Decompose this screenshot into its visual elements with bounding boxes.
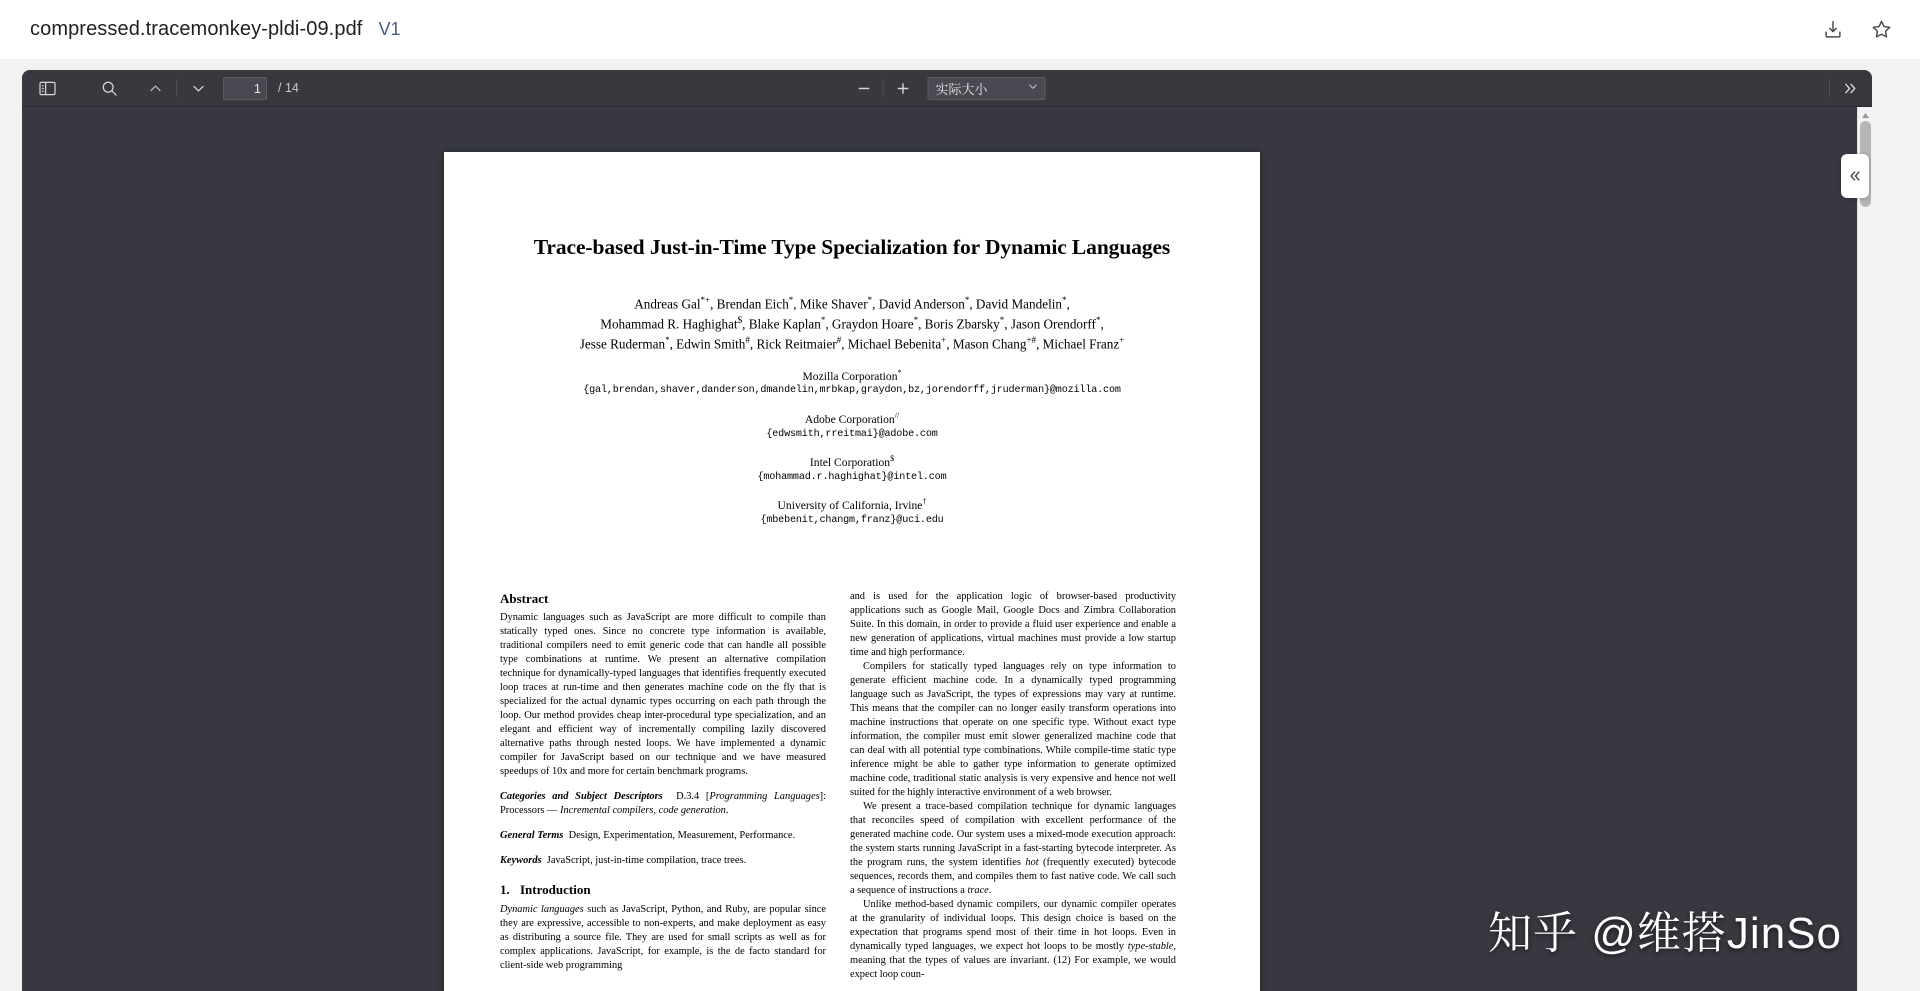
- affiliation-email: {mbebenit,changm,franz}@uci.edu: [760, 514, 944, 526]
- column2-p4-b: , meaning that the types of values are invariant. (12) For example, we would expect loop coun-: [850, 940, 1176, 980]
- column2-p3-italic-2: trace: [967, 885, 989, 897]
- general-terms-text: Design, Experimentation, Measurement, Performance.: [568, 829, 796, 841]
- column2-p4-a: Unlike method-based dynamic compilers, our dynamic compiler operates at the granularity of individual loops. This design choice is based on the expectation that programs spend most of their time in hot loops. Even in dynamically typed languages, we expect hot loops to be mostly: [850, 899, 1176, 952]
- page-total-label: / 14: [278, 81, 299, 95]
- column2-paragraph-1: and is used for the application logic of browser-based productivity applications such as Google Mail, Google Docs and Zimbra Collaboration Suite. In this domain, in order to provide a fluid user experience and enable a new generation of applications, virtual machines must provide a low startup time and high performance.: [850, 591, 1176, 659]
- header-actions: [1820, 17, 1894, 43]
- toolbar-divider: [176, 79, 177, 97]
- column2-paragraph-3: [850, 800, 1176, 898]
- triangle-up-icon[interactable]: [1858, 109, 1872, 121]
- paper-column-left: [500, 590, 826, 982]
- search-icon[interactable]: [94, 75, 124, 101]
- toolbar-left-group: [22, 75, 299, 101]
- star-icon[interactable]: [1868, 17, 1894, 43]
- introduction-number: 1.: [500, 881, 510, 897]
- categories-text-b: ]: Processors —: [500, 790, 826, 816]
- categories-italic-2: Incremental compilers, code generation: [560, 804, 726, 816]
- affiliation-block: [500, 368, 1204, 399]
- pdf-viewer-frame: [22, 70, 1872, 991]
- column2-paragraph-4: [850, 898, 1176, 982]
- categories-paragraph: [500, 790, 826, 818]
- categories-label: Categories and Subject Descriptors: [500, 790, 663, 802]
- toolbar-divider: [1829, 79, 1830, 97]
- toolbar-zoom-group: [849, 75, 1046, 101]
- column2-p3-c: .: [988, 885, 992, 897]
- affiliation-name: Adobe Corporation//: [804, 411, 900, 426]
- previous-page-button[interactable]: [140, 75, 170, 101]
- pdf-scroll-area[interactable]: [22, 107, 1872, 991]
- download-icon[interactable]: [1820, 17, 1846, 43]
- affiliation-email: {gal,brendan,shaver,danderson,dmandelin,mrbkap,graydon,bz,jorendorff,jruderman}@mozilla.com: [583, 385, 1121, 397]
- introduction-italic-lead: Dynamic languages: [500, 904, 584, 916]
- paper-column-right: [850, 590, 1176, 982]
- general-terms-label: General Terms: [500, 829, 564, 841]
- more-tools-button[interactable]: [1834, 75, 1866, 101]
- introduction-title: Introduction: [520, 881, 591, 897]
- authors-line-3: Jesse Ruderman*, Edwin Smith#, Rick Reitmaier#, Michael Bebenita+, Mason Chang+#, Michael Franz+: [579, 335, 1125, 352]
- zoom-in-button[interactable]: [888, 75, 918, 101]
- pdf-toolbar: [22, 70, 1872, 107]
- app-header: [0, 0, 1920, 59]
- general-terms-paragraph: [500, 829, 826, 843]
- next-page-button[interactable]: [183, 75, 213, 101]
- paper-title: Trace-based Just-in-Time Type Specialization for Dynamic Languages: [533, 235, 1171, 259]
- categories-italic-1: Programming Languages: [709, 790, 820, 802]
- affiliation-name: Mozilla Corporation*: [802, 367, 902, 383]
- viewer-shell: [0, 59, 1920, 991]
- vertical-scrollbar[interactable]: [1857, 107, 1872, 991]
- sidebar-toggle-icon[interactable]: [32, 75, 62, 101]
- affiliation-name: University of California, Irvine†: [777, 497, 927, 513]
- toolbar-divider: [883, 79, 884, 97]
- keywords-paragraph: [500, 854, 826, 868]
- categories-text-a: D.3.4 [: [676, 790, 710, 802]
- affiliation-block: [500, 454, 1204, 485]
- column2-p3-a: We present a trace-based compilation technique for dynamic languages that reconciles speed of compilation with excellent performance of the generated machine code. Our system uses a mixed-mode execution approach: the system starts running JavaScript in a fast-starting bytecode interpreter. As the program runs, the system identifies: [850, 801, 1176, 869]
- introduction-paragraph: [500, 903, 826, 973]
- page-number-input[interactable]: [223, 77, 267, 100]
- introduction-text: such as JavaScript, Python, and Ruby, are popular since they are expressive, accessible to non-experts, and make deployment as easy as distributing a source file. They are used for small scripts as well as for complex applications. JavaScript, for example, is the de facto standard for client-side web programming: [500, 904, 826, 972]
- toolbar-right-group: [1825, 75, 1872, 101]
- column2-p3-italic-1: hot: [1025, 857, 1039, 869]
- version-badge[interactable]: V1: [378, 19, 401, 39]
- keywords-text: JavaScript, just-in-time compilation, trace trees.: [546, 854, 747, 866]
- abstract-text: Dynamic languages such as JavaScript are more difficult to compile than statically typed ones. Since no concrete type information is available, traditional compilers need to emit generic code that can handle all possible type combinations at runtime. We present an alternative compilation technique for dynamically-typed languages that identifies frequently executed loop traces at run-time and then generates machine code on the fly that is specialized for the actual dynamic types occurring on each path through the loop. Our method provides cheap inter-procedural type specialization, and an elegant and efficient way of incrementally compiling lazily discovered alternative paths through nested loops. We have implemented a dynamic compiler for JavaScript based on our technique and we have measured speedups of 10x and more for certain benchmark programs.: [500, 611, 826, 777]
- affiliation-email: {edwsmith,rreitmai}@adobe.com: [766, 428, 938, 440]
- authors-line-1: Andreas Gal*+, Brendan Eich*, Mike Shaver*, David Anderson*, David Mandelin*,: [634, 294, 1070, 311]
- keywords-label: Keywords: [500, 854, 542, 866]
- zoom-select-wrapper: [928, 77, 1046, 100]
- paper-columns: [500, 590, 1204, 982]
- page-title: compressed.tracemonkey-pldi-09.pdf: [30, 18, 363, 40]
- affiliation-block: [500, 497, 1204, 528]
- column2-p3-b: (frequently executed) bytecode sequences, records them, and compiles them to fast native code. We call such a sequence of instructions a: [850, 857, 1176, 897]
- introduction-heading: [500, 881, 826, 898]
- affiliation-block: [500, 411, 1204, 442]
- zoom-out-button[interactable]: [849, 75, 879, 101]
- column2-paragraph-2: Compilers for statically typed languages rely on type information to generate efficient machine code. In a dynamically typed programming language such as JavaScript, the types of expressions may vary at runtime. This means that the compiler can no longer easily transform operations into machine instructions that operate on one specific type. Without exact type information, the compiler must emit slower generalized machine code that can deal with all potential type combinations. While compile-time static type inference might be able to gather type information to generate optimized machine code, traditional static analysis is very expensive and hence not well suited for the highly interactive environment of a web browser.: [850, 661, 1176, 799]
- collapse-panel-button[interactable]: [1841, 154, 1869, 198]
- affiliation-name: Intel Corporation$: [809, 454, 895, 469]
- authors-line-2: Mohammad R. Haghighat$, Blake Kaplan*, Graydon Hoare*, Boris Zbarsky*, Jason Orendorff*,: [600, 314, 1104, 332]
- affiliation-email: {mohammad.r.haghighat}@intel.com: [757, 471, 947, 483]
- column2-p4-italic-1: type-stable: [1127, 940, 1174, 952]
- categories-text-c: .: [725, 804, 729, 816]
- watermark: 知乎 @维搭JinSo: [1488, 909, 1842, 958]
- abstract-heading: Abstract: [500, 591, 549, 607]
- paper-authors: [500, 294, 1204, 355]
- zoom-select[interactable]: 实际大小: [928, 77, 1046, 100]
- pdf-page: [444, 152, 1260, 991]
